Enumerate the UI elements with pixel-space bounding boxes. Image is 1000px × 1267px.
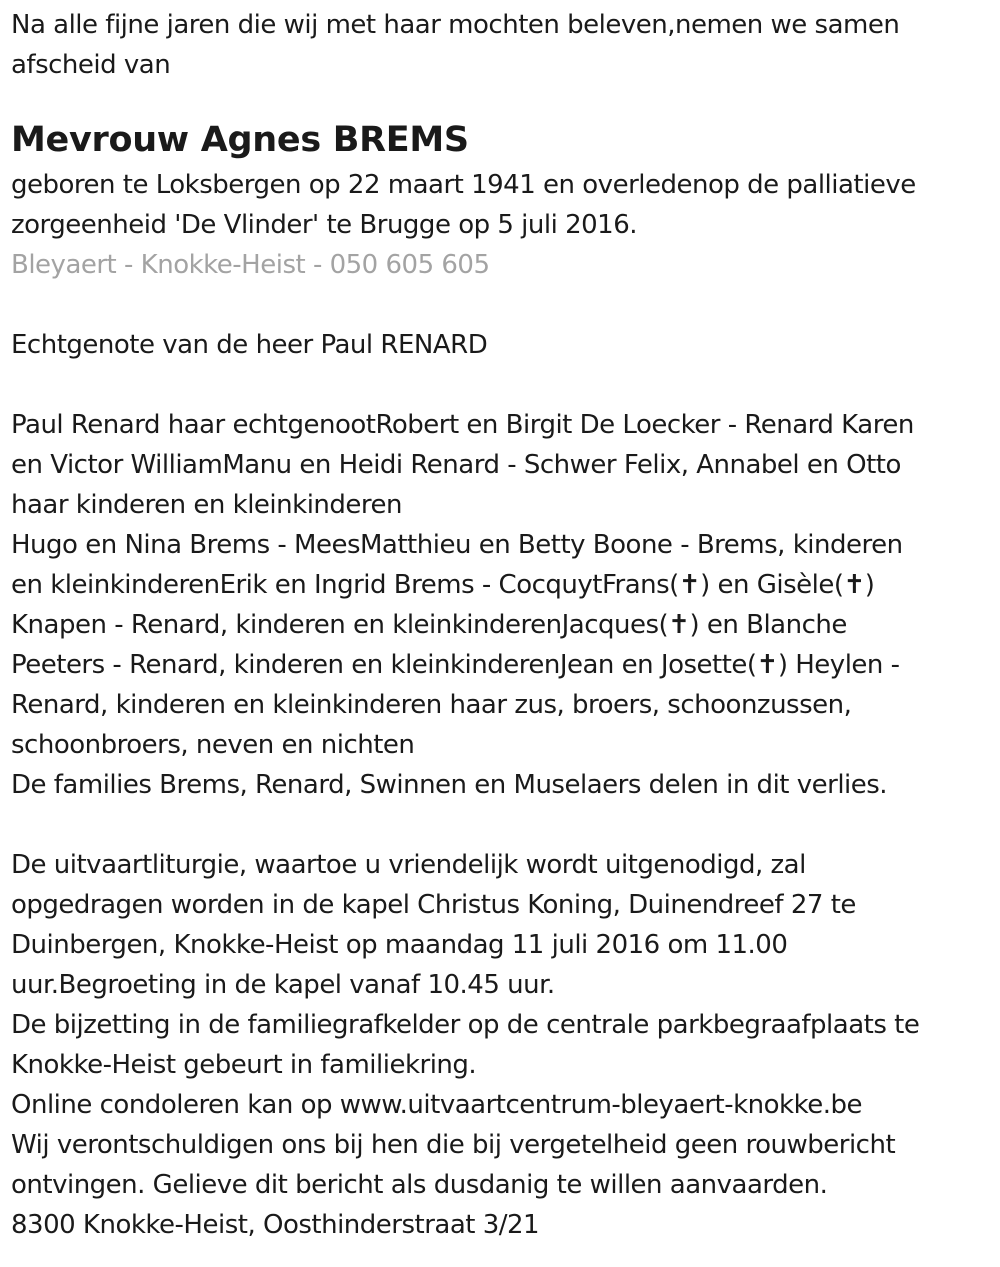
family-line: Knapen - Renard, kinderen en kleinkinderenJacques(✝) en Blanche bbox=[11, 610, 847, 640]
family-line: Peeters - Renard, kinderen en kleinkinderenJean en Josette(✝) Heylen - bbox=[11, 650, 900, 680]
spacer bbox=[11, 285, 991, 325]
spacer bbox=[11, 805, 991, 845]
spacer bbox=[11, 365, 991, 405]
burial-line: De bijzetting in de familiegrafkelder op de centrale parkbegraafplaats te bbox=[11, 1010, 920, 1040]
ceremony-line: Duinbergen, Knokke-Heist op maandag 11 juli 2016 om 11.00 bbox=[11, 930, 788, 960]
deceased-name: Mevrouw Agnes BREMS bbox=[11, 120, 469, 160]
intro-line-1: Na alle fijne jaren die wij met haar mochten beleven,nemen we samen bbox=[11, 10, 900, 40]
spouse-line: Echtgenote van de heer Paul RENARD bbox=[11, 330, 488, 360]
ceremony-paragraph bbox=[11, 845, 991, 1245]
family-line: Renard, kinderen en kleinkinderen haar zus, broers, schoonzussen, bbox=[11, 690, 852, 720]
family-line: Hugo en Nina Brems - MeesMatthieu en Betty Boone - Brems, kinderen bbox=[11, 530, 903, 560]
apology-line: ontvingen. Gelieve dit bericht als dusdanig te willen aanvaarden. bbox=[11, 1170, 828, 1200]
obituary-notice bbox=[11, 5, 991, 1245]
family-line: en kleinkinderenErik en Ingrid Brems - CocquytFrans(✝) en Gisèle(✝) bbox=[11, 570, 875, 600]
family-line: schoonbroers, neven en nichten bbox=[11, 730, 415, 760]
birth-death-line-2: zorgeenheid 'De Vlinder' te Brugge op 5 juli 2016. bbox=[11, 210, 638, 240]
intro-paragraph bbox=[11, 5, 991, 85]
family-line: en Victor WilliamManu en Heidi Renard - Schwer Felix, Annabel en Otto bbox=[11, 450, 901, 480]
funeral-home-info: Bleyaert - Knokke-Heist - 050 605 605 bbox=[11, 250, 490, 280]
family-line: Paul Renard haar echtgenootRobert en Birgit De Loecker - Renard Karen bbox=[11, 410, 914, 440]
birth-death-paragraph bbox=[11, 165, 991, 285]
apology-line: Wij verontschuldigen ons bij hen die bij vergetelheid geen rouwbericht bbox=[11, 1130, 896, 1160]
address-line: 8300 Knokke-Heist, Oosthinderstraat 3/21 bbox=[11, 1210, 540, 1240]
burial-line: Knokke-Heist gebeurt in familiekring. bbox=[11, 1050, 477, 1080]
family-line: haar kinderen en kleinkinderen bbox=[11, 490, 402, 520]
intro-line-2: afscheid van bbox=[11, 50, 171, 80]
family-line: De families Brems, Renard, Swinnen en Muselaers delen in dit verlies. bbox=[11, 770, 888, 800]
birth-death-line-1: geboren te Loksbergen op 22 maart 1941 en overledenop de palliatieve bbox=[11, 170, 916, 200]
ceremony-line: De uitvaartliturgie, waartoe u vriendelijk wordt uitgenodigd, zal bbox=[11, 850, 806, 880]
condolence-line: Online condoleren kan op www.uitvaartcentrum-bleyaert-knokke.be bbox=[11, 1090, 862, 1120]
family-paragraph bbox=[11, 405, 991, 805]
ceremony-line: uur.Begroeting in de kapel vanaf 10.45 uur. bbox=[11, 970, 555, 1000]
ceremony-line: opgedragen worden in de kapel Christus Koning, Duinendreef 27 te bbox=[11, 890, 856, 920]
